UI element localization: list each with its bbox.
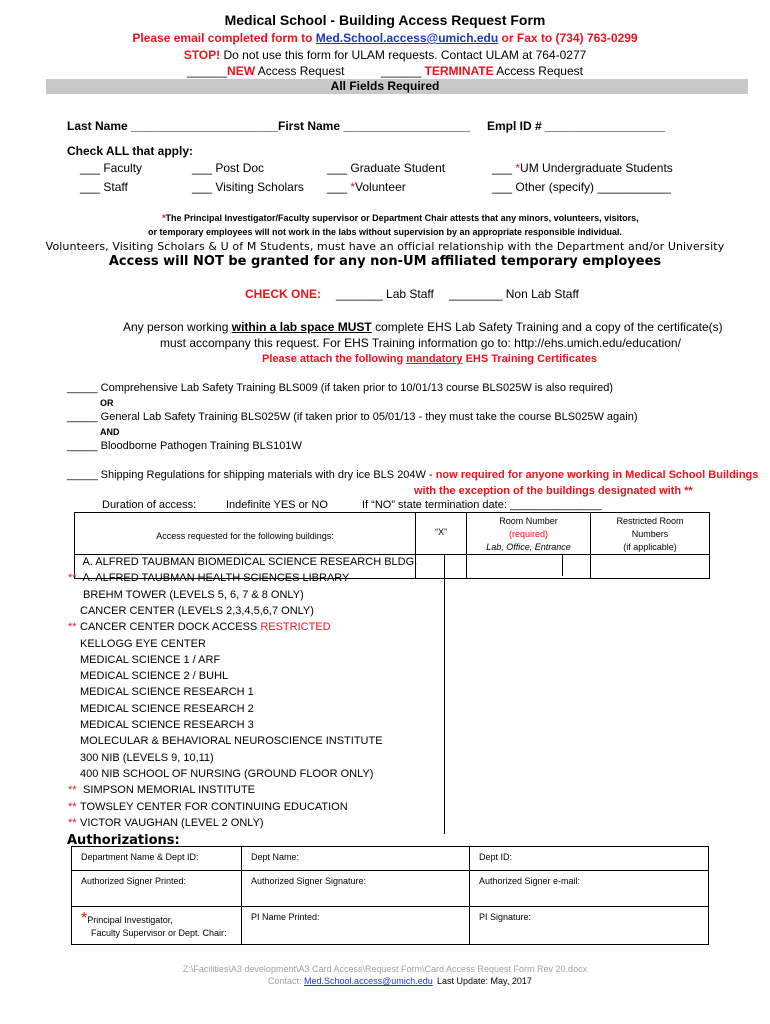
stop-notice [0,48,770,62]
duration-indefinite[interactable]: Indefinite YES or NO [226,499,328,511]
building-name: MEDICAL SCIENCE RESEARCH 1 [80,686,254,699]
auth-row-dept [72,847,709,871]
check-one-label: CHECK ONE: [245,287,322,301]
training-bls009[interactable]: _____ Comprehensive Lab Safety Training BLS009 (if taken prior to 10/01/13 course BLS025W is also required) [67,382,614,394]
building-row[interactable] [81,768,373,780]
table-divider [444,554,445,834]
building-row[interactable] [81,605,314,617]
notice-text-1: The Principal Investigator/Faculty supervisor or Department Chair attests that any minors, volunteers, visitors, [165,213,639,223]
footer-contact [268,976,433,986]
header-restricted-applicable: (if applicable) [623,542,677,552]
auth-row-signer [72,871,709,907]
auth-signer-signature[interactable]: Authorized Signer Signature: [242,871,470,907]
bls204w-red-2: with the exception of the buildings designated with ** [414,485,693,497]
header-room-number-label: Room Number [499,516,558,526]
ehs-line-3-a: Please attach the following [262,353,407,365]
restricted-marker: ** [68,621,77,634]
stop-text: Do not use this form for ULAM requests. Contact ULAM at 764-0277 [220,48,587,62]
ehs-line-3-c: EHS Training Certificates [462,353,597,365]
building-row[interactable] [81,654,220,666]
pi-label-2: Faculty Supervisor or Dept. Chair: [91,928,227,938]
checkbox-faculty[interactable]: ___ Faculty [80,161,143,175]
restricted-marker: ** [68,784,77,797]
ehs-line-1 [123,320,723,334]
volunteer-blank[interactable]: ___ [327,180,351,194]
header-restricted-numbers: Numbers [631,529,669,539]
email-prefix: Please email completed form to [132,31,316,45]
restricted-marker: ** [68,572,77,585]
auth-signer-email[interactable]: Authorized Signer e-mail: [470,871,709,907]
auth-pi-name[interactable]: PI Name Printed: [242,907,470,945]
building-name: BREHM TOWER (LEVELS 5, 6, 7 & 8 ONLY) [80,588,304,601]
terminate-blank[interactable]: ______ [381,64,425,78]
building-row[interactable] [81,670,228,682]
ehs-line-3 [262,353,597,365]
auth-dept-name-id: Department Name & Dept ID: [72,847,242,871]
form-title: Medical School - Building Access Request Form [224,12,546,28]
checkbox-post-doc[interactable]: ___ Post Doc [192,161,265,175]
checkbox-volunteer[interactable] [327,180,406,194]
footer-path: Z:\Facilities\A3 development\A3 Card Access\Request Form\Card Access Request Form Rev 20.docx [182,964,588,974]
spacer-cell [467,555,591,579]
restricted-marker: ** [68,816,77,829]
all-fields-required: All Fields Required [330,79,440,93]
building-row[interactable] [68,572,350,585]
notice-line-4: Access will NOT be granted for any non-UM affiliated temporary employees [108,254,662,269]
new-blank[interactable]: ______ [186,64,228,78]
auth-pi-label [72,907,242,945]
header-room-types: Lab, Office, Entrance [486,542,571,552]
building-name: MEDICAL SCIENCE RESEARCH 2 [80,702,254,715]
auth-dept-id[interactable]: Dept ID: [470,847,709,871]
ehs-line-1-b: within a lab space MUST [231,320,372,334]
checkbox-visiting-scholars[interactable]: ___ Visiting Scholars [192,180,304,194]
undergrad-star: * [515,161,521,175]
ehs-line-1-c: complete EHS Lab Safety Training and a copy of the certificate(s) [371,320,723,334]
building-name: 300 NIB (LEVELS 9, 10,11) [80,751,214,764]
training-and: AND [100,427,120,437]
footer-last-update: Last Update: May, 2017 [437,976,532,986]
building-name: SIMPSON MEMORIAL INSTITUTE [80,784,255,797]
building-row[interactable] [81,703,254,715]
checkbox-graduate-student[interactable]: ___ Graduate Student [327,161,446,175]
training-or: OR [100,398,114,408]
email-instruction [0,31,770,45]
spacer-cell [416,555,467,579]
empl-id-field[interactable]: Empl ID # __________________ [487,119,666,133]
new-label: NEW [227,64,256,78]
building-name: 400 NIB SCHOOL OF NURSING (GROUND FLOOR ONLY) [80,767,374,780]
building-name: MEDICAL SCIENCE 1 / ARF [80,653,221,666]
building-name: TOWSLEY CENTER FOR CONTINUING EDUCATION [80,800,348,813]
header-access: Access requested for the following buildings: [75,513,416,555]
ehs-line-2: must accompany this request. For EHS Training information go to: http://ehs.umich.edu/education/ [160,336,681,350]
building-name: KELLOGG EYE CENTER [80,637,206,650]
auth-row-pi [72,907,709,945]
lab-staff-option[interactable]: _______ Lab Staff [336,287,434,301]
first-name-field[interactable]: First Name ___________________ [278,119,471,133]
table-divider [562,554,563,576]
notice-star: * [162,213,166,223]
notice-line-2: or temporary employees will not work in the labs without supervision by an appropriate responsible individual. [147,227,623,237]
building-name: CANCER CENTER (LEVELS 2,3,4,5,6,7 ONLY) [80,604,314,617]
footer-email-link[interactable]: Med.School.access@umich.edu [304,976,433,986]
header-room-required: (required) [508,529,548,539]
building-row[interactable] [68,816,264,829]
building-name: MOLECULAR & BEHAVIORAL NEUROSCIENCE INSTITUTE [80,735,383,748]
building-row[interactable] [81,556,417,568]
undergrad-blank[interactable]: ___ [492,161,516,175]
ehs-line-3-b: mandatory [406,353,463,365]
auth-dept-name[interactable]: Dept Name: [242,847,470,871]
spacer-cell [591,555,710,579]
building-row[interactable] [68,800,348,813]
header-x: “X” [416,513,467,555]
fax-text: or Fax to (734) 763-0299 [498,31,638,45]
header-restricted-room [591,513,710,555]
footer-contact-label: Contact: [268,976,305,986]
building-row[interactable] [81,638,206,650]
training-bls101w[interactable]: _____ Bloodborne Pathogen Training BLS101W [67,440,302,452]
bls204w-text: _____ Shipping Regulations for shipping materials with dry ice BLS 204W - [67,469,436,481]
bls204w-red-1: now required for anyone working in Medical School Buildings [435,469,759,481]
pi-label-1: Principal Investigator, [87,915,173,925]
terminate-text: Access Request [493,64,583,78]
building-name: VICTOR VAUGHAN (LEVEL 2 ONLY) [80,816,264,829]
email-link[interactable]: Med.School.access@umich.edu [315,31,499,45]
notice-line-3: Volunteers, Visiting Scholars & U of M Students, must have an official relationship with the Department and/or University [45,240,725,253]
checkbox-other[interactable]: ___ Other (specify) ___________ [492,180,671,194]
non-lab-staff-option[interactable]: ________ Non Lab Staff [449,287,579,301]
checkbox-staff[interactable]: ___ Staff [80,180,128,194]
notice-line-1 [162,213,639,223]
header-restricted-label: Restricted Room [616,516,684,526]
building-row[interactable] [81,752,214,764]
authorizations-title: Authorizations: [67,833,180,848]
buildings-table [74,512,710,579]
header-room-number [467,513,591,555]
checkbox-undergrad[interactable] [492,161,673,175]
stop-label: STOP! [183,48,221,62]
terminate-label: TERMINATE [424,64,494,78]
building-name: CANCER CENTER DOCK ACCESS [80,621,261,634]
request-type [0,64,770,78]
termination-date-field[interactable]: If “NO” state termination date: _______________ [362,499,602,511]
building-name: MEDICAL SCIENCE RESEARCH 3 [80,719,254,731]
building-row[interactable] [81,735,383,747]
duration-label: Duration of access: [102,499,197,511]
auth-pi-signature[interactable]: PI Signature: [470,907,709,945]
restricted-marker: ** [68,800,77,813]
training-bls204w[interactable] [67,469,758,481]
volunteer-label: Volunteer [355,180,406,194]
undergrad-label: UM Undergraduate Students [520,161,673,175]
auth-signer-printed[interactable]: Authorized Signer Printed: [72,871,242,907]
last-name-field[interactable]: Last Name ______________________ [67,119,278,133]
building-row[interactable] [68,621,331,634]
new-text: Access Request [255,64,345,78]
pi-star: * [81,910,88,927]
building-name: MEDICAL SCIENCE 2 / BUHL [80,670,229,683]
building-row[interactable] [81,719,254,731]
building-row[interactable] [81,686,254,698]
building-name: A. ALFRED TAUBMAN BIOMEDICAL SCIENCE RESEARCH BLDG. [80,556,418,568]
check-all-label: Check ALL that apply: [67,144,194,158]
building-row[interactable] [68,784,255,797]
ehs-line-1-a: Any person working [123,320,232,334]
building-row[interactable] [81,589,304,601]
building-name: A. ALFRED TAUBMAN HEALTH SCIENCES LIBRARY [80,572,350,585]
authorizations-table [71,846,709,945]
volunteer-star: * [350,180,356,194]
buildings-header-row [75,513,710,555]
building-restriction: RESTRICTED [260,621,331,634]
training-bls025w[interactable]: _____ General Lab Safety Training BLS025W (if taken prior to 05/01/13 - they must take the course BLS025W again) [67,411,638,423]
